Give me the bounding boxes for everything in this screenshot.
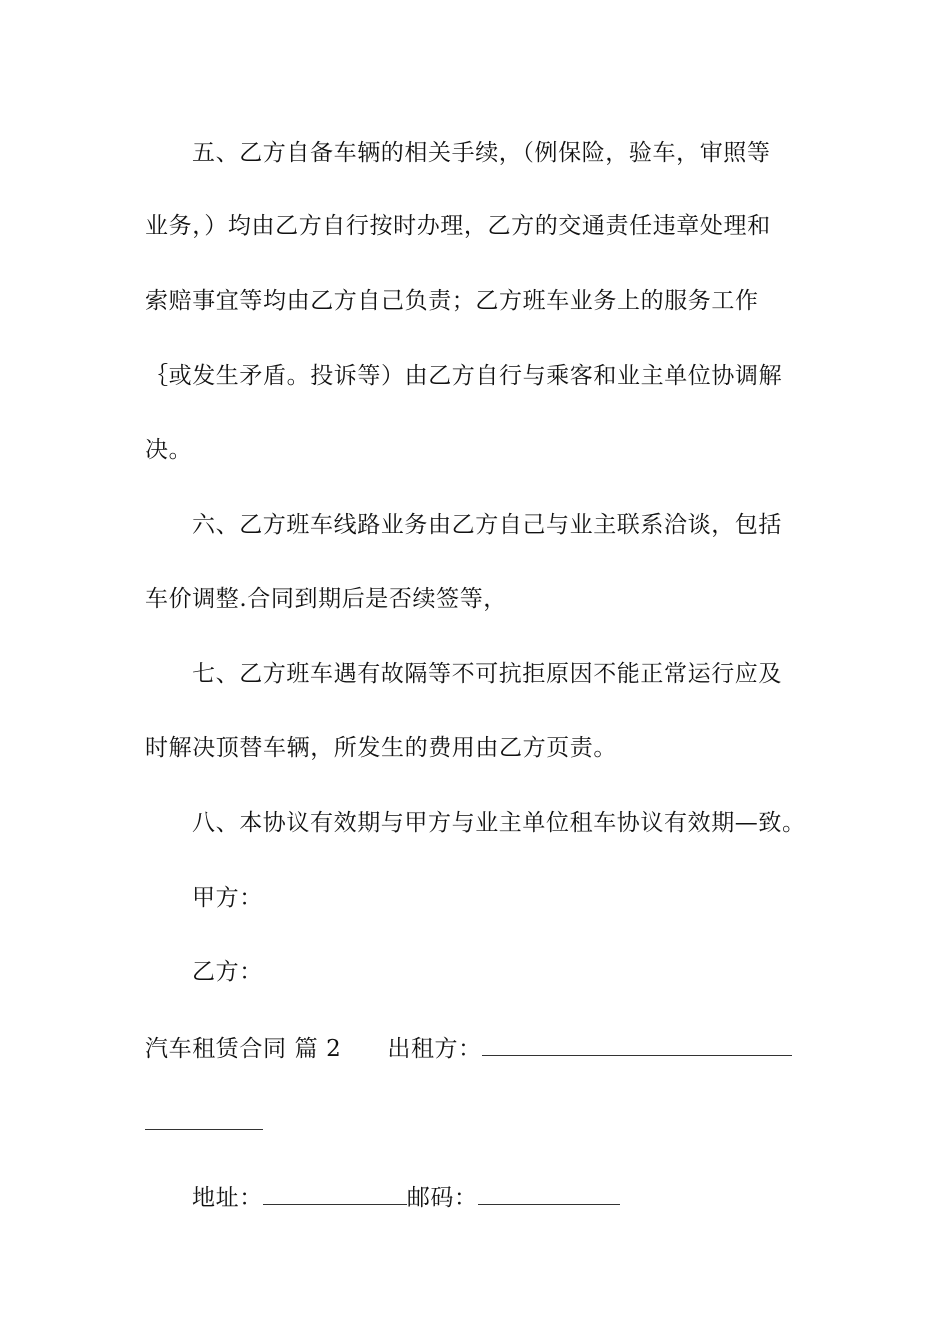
postcode-blank [478, 1184, 620, 1205]
contract-2-title: 汽车租赁合同 [145, 1036, 287, 1062]
postcode-label: 邮码： [406, 1185, 478, 1211]
contract-2-header [145, 1034, 815, 1064]
address-blank [263, 1184, 407, 1205]
lessor-blank-continued-row [145, 1108, 815, 1138]
party-a-label: 甲方： [192, 885, 263, 911]
lessor-blank [482, 1035, 792, 1056]
clause-5-line-2: 业务，）均由乙方自行按时办理，乙方的交通责任违章处理和 [145, 213, 771, 239]
clause-5-line-3: 索赔事宜等均由乙方自己负责；乙方班车业务上的服务工作 [145, 288, 759, 314]
contract-2-section: 篇 2 [294, 1036, 342, 1062]
clause-8-line-1: 八、本协议有效期与甲方与业主单位租车协议有效期—致。 [192, 810, 806, 836]
party-b-label: 乙方： [192, 959, 263, 985]
clause-7-line-2: 时解决顶替车辆，所发生的费用由乙方页责。 [145, 735, 617, 761]
clause-6-line-1: 六、乙方班车线路业务由乙方自己与业主联系洽谈，包括 [192, 512, 782, 538]
address-postcode-row [192, 1183, 862, 1213]
clause-5-line-4: ｛或发生矛盾。投诉等）由乙方自行与乘客和业主单位协调解 [145, 363, 783, 389]
clause-5-line-1: 五、乙方自备车辆的相关手续，（例保险，验车，审照等 [192, 140, 771, 166]
clause-5-line-5: 决。 [145, 437, 193, 463]
clause-6-line-2: 车价调整.合同到期后是否续签等， [145, 586, 507, 612]
lessor-label: 出租方： [387, 1036, 482, 1062]
lessor-blank-continued [145, 1109, 263, 1130]
address-label: 地址： [192, 1185, 263, 1211]
clause-7-line-1: 七、乙方班车遇有故隔等不可抗拒原因不能正常运行应及 [192, 661, 782, 687]
